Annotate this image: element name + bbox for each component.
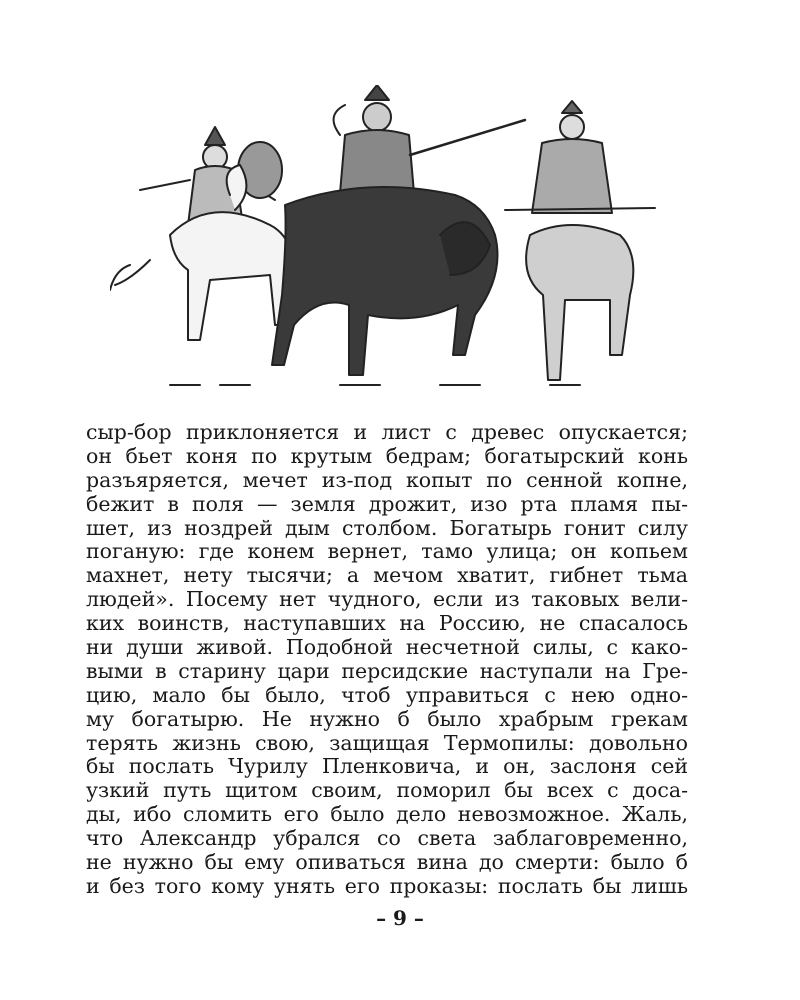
text-line: он бьет коня по крутым бедрам; богатырский конь	[86, 443, 688, 468]
text-line: бежит в поля — земля дрожит, изо рта пламя пы-	[86, 491, 688, 516]
text-line: сыр-бор приклоняется и лист с древес опускается;	[86, 420, 688, 444]
body-text	[86, 421, 688, 899]
text-line: что Александр убрался со света заблаговременно,	[86, 826, 688, 851]
right-rider-icon	[505, 101, 655, 380]
text-line: ких воинств, наступавших на Россию, не спасалось	[86, 611, 688, 636]
middle-rider-icon	[272, 85, 525, 375]
text-line: ни души живой. Подобной несчетной силы, с како-	[86, 635, 688, 660]
text-line: поганую: где конем вернет, тамо улица; он копьем	[86, 539, 688, 564]
text-line: шет, из ноздрей дым столбом. Богатырь гонит силу	[86, 515, 688, 540]
text-line: выми в старину цари персидские наступали на Гре-	[86, 658, 688, 683]
text-line: и без того кому унять его проказы: послать бы лишь	[86, 873, 688, 898]
text-line: людей». Посему нет чудного, если из таковых вели-	[86, 587, 688, 612]
text-line: цию, мало бы было, чтоб управиться с нею одно-	[86, 682, 688, 707]
text-line: махнет, нету тысячи; а мечом хватит, гибнет тьма	[86, 563, 688, 588]
text-line: му богатырю. Не нужно б было храбрым грекам	[86, 706, 688, 731]
text-line: узкий путь щитом своим, поморил бы всех с доса-	[86, 778, 688, 803]
text-line: разъяряется, мечет из-под копыт по сенной копне,	[86, 467, 688, 492]
text-line: терять жизнь свою, защищая Термопилы: довольно	[86, 730, 688, 755]
text-line: не нужно бы ему опиваться вина до смерти: было б	[86, 850, 688, 875]
page-number: – 9 –	[376, 906, 424, 930]
bogatyrs-illustration	[110, 85, 670, 405]
text-line: ды, ибо сломить его было дело невозможное. Жаль,	[86, 802, 688, 827]
left-rider-icon	[110, 127, 295, 340]
text-line: бы послать Чурилу Пленковича, и он, заслоня сей	[86, 754, 688, 779]
